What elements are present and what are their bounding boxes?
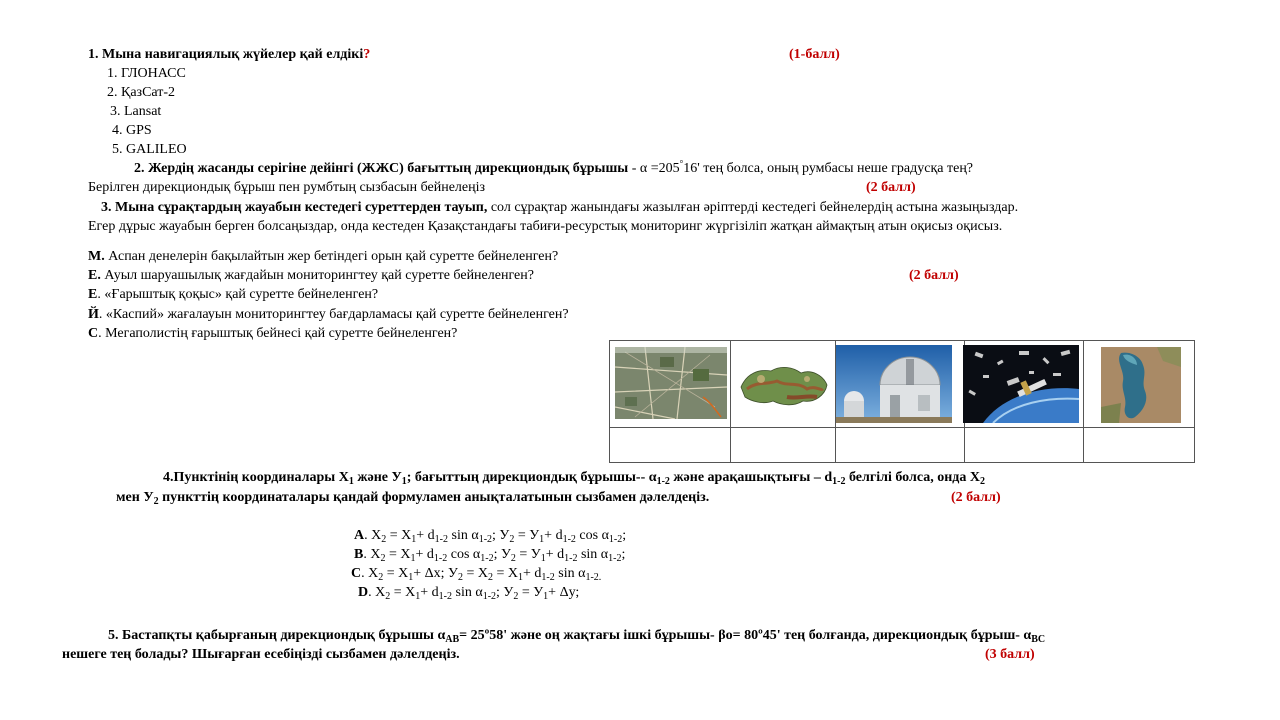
q3-line-1: 3. Мына сұрақтардың жауабын кестедегі суреттерден тауып, сол сұрақтар жанындағы жазылған әріптерді кестедегі бейнелердің астына жазыңыздар. xyxy=(101,200,1019,215)
q5-line-1: 5. Бастапқты қабырғаның дирекциондық бұрышы $\alpha_{АВ}=$ 25º58' және оң жақтағы ішкі бұрышы- βо= 80º45' тең болғанда, дирекциондық бұрыш- $\alpha_{ВС}$ xyxy=(108,628,1046,645)
q4-option-a: А. $Х_2 = Х_1+ d_{1-2}$ $\sin \alpha_{1-2}$; $У_2 = У_1+ d_{1-2}$ $\cos \alpha_{1-2}$; xyxy=(354,528,627,545)
q1-option-4: 4. GPS xyxy=(112,123,152,138)
answer-row xyxy=(610,428,1195,463)
q4-option-b: В. $Х_2 = Х_1+ d_{1-2}$ $\cos \alpha_{1-2}$; $У_2 = У_1+ d_{1-2}$ $\sin \alpha_{1-2}$; xyxy=(354,547,626,564)
q4-points: (2 балл) xyxy=(951,490,1001,505)
q3-item-m: М. Аспан денелерін бақылайтын жер бетіндегі орын қай суретте бейнеленген? xyxy=(88,249,559,264)
image-row xyxy=(610,341,1195,428)
image-cell-5 xyxy=(1084,341,1195,428)
q2-points: (2 балл) xyxy=(866,180,916,195)
q3-item-e2: Е. «Ғарыштық қоқыс» қай суретте бейнеленген? xyxy=(88,287,379,302)
q3-line-2: Егер дұрыс жауабын берген болсаңыздар, онда кестеден Қазақстандағы табиғи-ресурстық мониторинг жүргізіліп жатқан аймақтың атын оқисыз оқисыз. xyxy=(88,219,1003,234)
city-satellite-image xyxy=(615,347,727,419)
q5-points: (3 балл) xyxy=(985,647,1035,662)
answer-cell-1[interactable] xyxy=(610,428,731,463)
kazakhstan-relief-map-image xyxy=(737,359,831,411)
q4-line-2: мен $У_2$ пункттің координаталары қандай формуламен анықталатынын сызбамен дәлелдеңіз. xyxy=(116,490,710,507)
q3-item-e1: Е. Ауыл шаруашылық жағдайын мониторингтеу қай суретте бейнеленген? xyxy=(88,268,534,283)
space-debris-image xyxy=(963,345,1079,423)
q3-points: (2 балл) xyxy=(909,268,959,283)
image-cell-3 xyxy=(836,341,965,428)
answer-cell-4[interactable] xyxy=(965,428,1084,463)
q1-option-5: 5. GALILEO xyxy=(112,142,187,157)
q3-item-s: С. Мегаполистің ғарыштық бейнесі қай суретте бейнеленген? xyxy=(88,326,458,341)
caspian-sea-image xyxy=(1101,347,1181,423)
q4-line-1: 4.Пунктінің координалары $Х_1$ және $У_1$; бағыттың дирекциондық бұрышы-- $\alpha_{1-2}$ және арақашықтығы – $d_{1-2}$ белгілі болса, онда $Х_2$ xyxy=(163,470,985,487)
q1-option-3: 3. Lansat xyxy=(110,104,162,119)
image-cell-2 xyxy=(731,341,836,428)
q5-line-2: нешеге тең болады? Шығарған есебіңізді сызбамен дәлелдеңіз. xyxy=(62,647,460,662)
q2-line-1: 2. Жердің жасанды серігіне дейінгі (ЖЖС) бағыттың дирекциондық бұрышы - α =205°16' тең болса, оның румбасы неше градусқа тең? xyxy=(134,158,974,176)
image-answer-table xyxy=(609,340,1195,463)
q1-option-1: 1. ГЛОНАСС xyxy=(107,66,186,81)
observatory-image xyxy=(836,345,952,423)
q4-option-c: С. $Х_2 = Х_1+ \Delta х$; $У_2 = Х_2 = Х_1+ d_{1-2}$ $\sin \alpha_{1-2.}$ xyxy=(351,566,602,583)
q3-item-y: Й. «Каспий» жағалауын мониторингтеу бағдарламасы қай суретте бейнеленген? xyxy=(88,307,569,322)
answer-cell-5[interactable] xyxy=(1084,428,1195,463)
answer-cell-3[interactable] xyxy=(836,428,965,463)
q1-option-2: 2. ҚазСат-2 xyxy=(107,85,176,100)
image-cell-1 xyxy=(610,341,731,428)
q1-points: (1-балл) xyxy=(789,47,840,62)
q4-option-d: D. $Х_2 = Х_1+ d_{1-2}$ $\sin \alpha_{1-2}$; $У_2 = У_1+ \Delta у$; xyxy=(358,585,580,602)
answer-cell-2[interactable] xyxy=(731,428,836,463)
q2-line-2: Берілген дирекциондық бұрыш пен румбтың сызбасын бейнелеңіз xyxy=(88,180,486,195)
image-cell-4 xyxy=(965,341,1084,428)
q1-question: 1. Мына навигациялық жүйелер қай елдікі? xyxy=(88,47,371,62)
